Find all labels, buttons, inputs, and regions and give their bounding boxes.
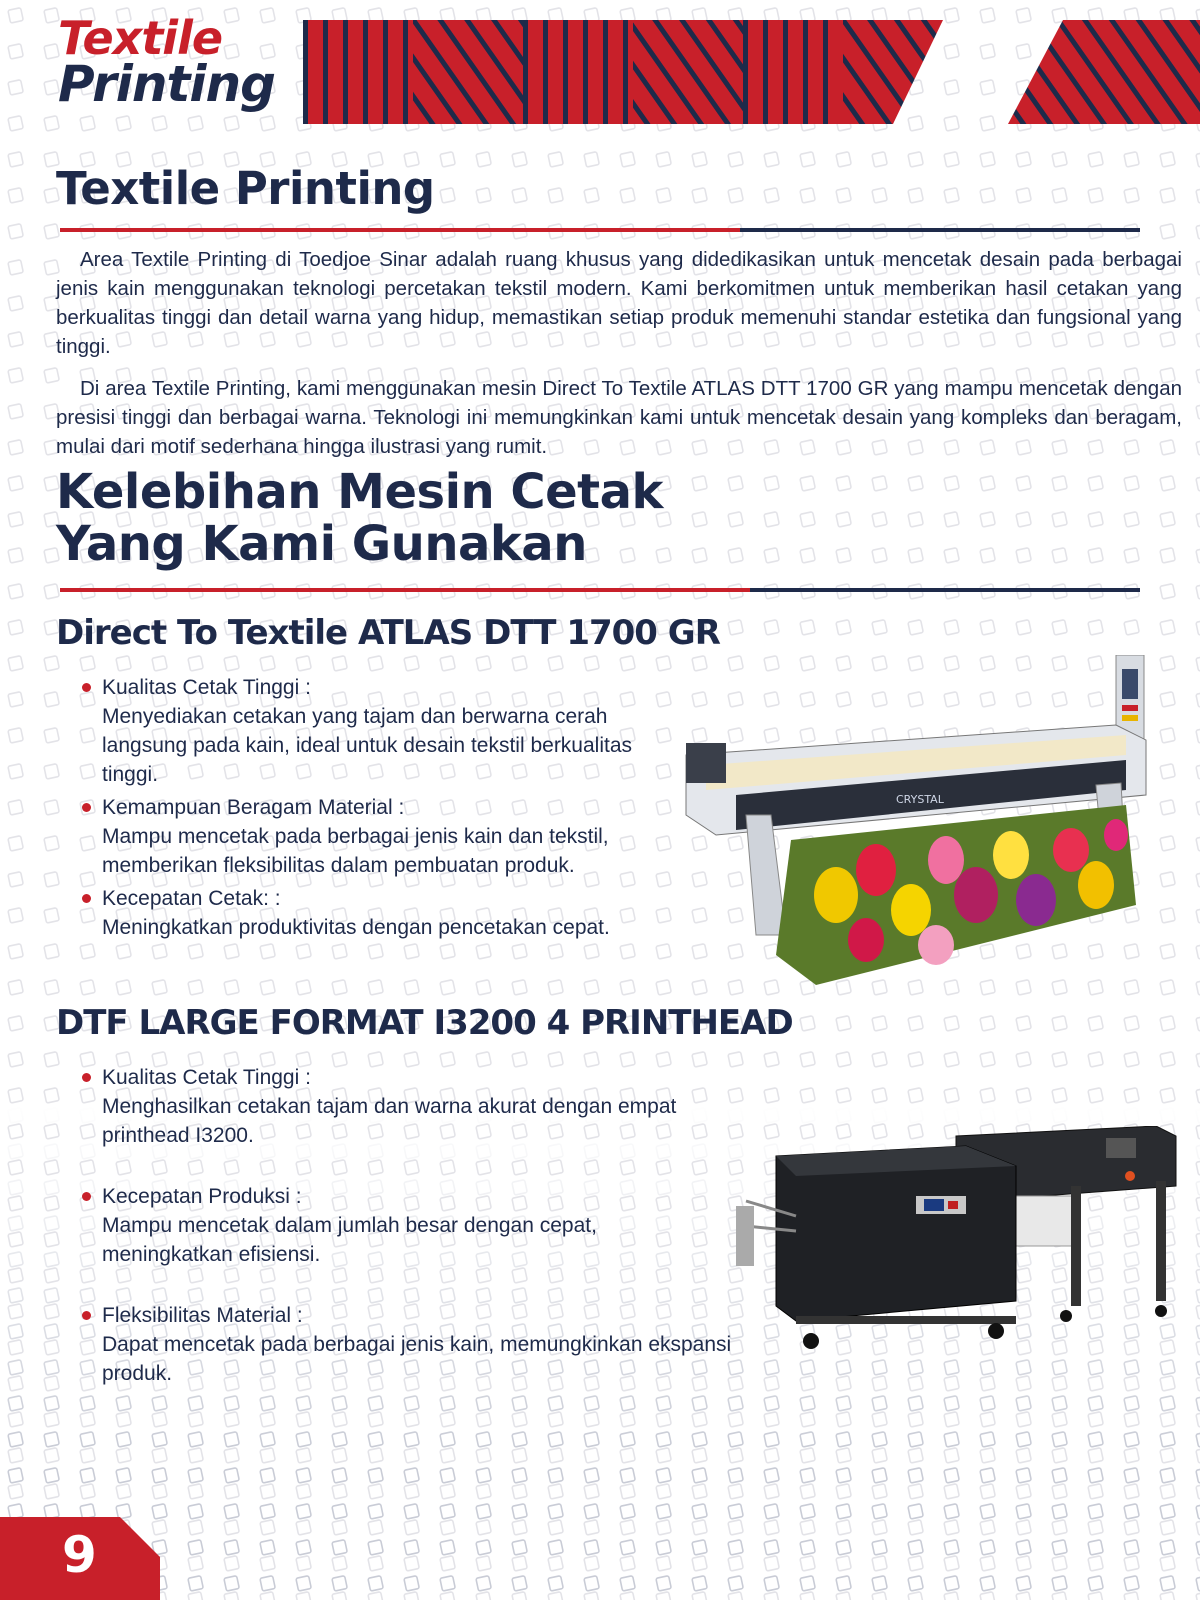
advantages-title-line-1: Kelebihan Mesin Cetak: [56, 464, 663, 520]
section-title: Textile Printing: [56, 162, 435, 215]
intro-paragraph-2: Di area Textile Printing, kami menggunakan mesin Direct To Textile ATLAS DTT 1700 GR yang mampu mencetak dengan presisi tinggi dan berbagai warna. Teknologi ini memungkinkan kami untuk mencetak desain yang kompleks dan beragam, mulai dari motif sederhana hingga ilustrasi yang rumit.: [56, 377, 1182, 458]
feature-item: [80, 1063, 730, 1150]
feature-item: [80, 673, 700, 789]
intro-paragraph-1: Area Textile Printing di Toedjoe Sinar adalah ruang khusus yang didedikasikan untuk mencetak desain pada berbagai jenis kain menggunakan teknologi percetakan tekstil modern. Kami berkomitmen untuk memberikan hasil cetakan yang berkualitas tinggi dan detail warna yang hidup, memastikan setiap produk memenuhi standar estetika dan fungsional yang tinggi.: [56, 248, 1182, 358]
printer-brand-label: CRYSTAL: [896, 793, 944, 806]
feature-item: [80, 793, 700, 880]
machine-2-title: DTF LARGE FORMAT I3200 4 PRINTHEAD: [56, 1003, 793, 1043]
bullet-dot-icon: [82, 1311, 91, 1320]
feature-desc: Mampu mencetak dalam jumlah besar dengan cepat, meningkatkan efisiensi.: [102, 1214, 597, 1266]
feature-item: [80, 1301, 730, 1388]
bullet-dot-icon: [82, 1073, 91, 1082]
feature-title: Kecepatan Cetak: :: [102, 887, 281, 910]
feature-title: Kecepatan Produksi :: [102, 1185, 302, 1208]
bullet-dot-icon: [82, 1192, 91, 1201]
logo-line-2: Printing: [58, 55, 275, 113]
feature-item: [80, 1182, 730, 1269]
bullet-dot-icon: [82, 683, 91, 692]
feature-title: Kualitas Cetak Tinggi :: [102, 1066, 311, 1089]
logo-line-1: Textile: [58, 11, 223, 65]
dtf-large-format-printer-image: [736, 1126, 1186, 1366]
header-logo: [58, 11, 275, 113]
feature-desc: Menyediakan cetakan yang tajam dan berwarna cerah langsung pada kain, ideal untuk desain tekstil berkualitas tinggi.: [102, 705, 633, 786]
machine-1-title: Direct To Textile ATLAS DTT 1700 GR: [56, 613, 720, 653]
header-stripe-banner: [303, 20, 1200, 124]
machine-1-features: [80, 673, 700, 942]
bullet-dot-icon: [82, 803, 91, 812]
feature-item: [80, 884, 700, 942]
feature-title: Fleksibilitas Material :: [102, 1304, 303, 1327]
atlas-dtt-printer-image: [676, 655, 1186, 995]
title-divider: [60, 228, 1140, 232]
machine-2-features: [80, 1063, 730, 1388]
bullet-dot-icon: [82, 894, 91, 903]
feature-desc: Dapat mencetak pada berbagai jenis kain, memungkinkan ekspansi produk.: [102, 1333, 732, 1385]
feature-title: Kualitas Cetak Tinggi :: [102, 676, 311, 699]
advantages-title: [56, 466, 663, 570]
page-number: 9: [62, 1526, 97, 1584]
feature-desc: Mampu mencetak pada berbagai jenis kain dan tekstil, memberikan fleksibilitas dalam pembuatan produk.: [102, 825, 609, 877]
advantages-title-line-2: Yang Kami Gunakan: [56, 516, 587, 572]
feature-title: Kemampuan Beragam Material :: [102, 796, 405, 819]
feature-desc: Meningkatkan produktivitas dengan pencetakan cepat.: [102, 916, 610, 939]
feature-desc: Menghasilkan cetakan tajam dan warna akurat dengan empat printhead I3200.: [102, 1095, 677, 1147]
advantages-divider: [60, 588, 1140, 592]
